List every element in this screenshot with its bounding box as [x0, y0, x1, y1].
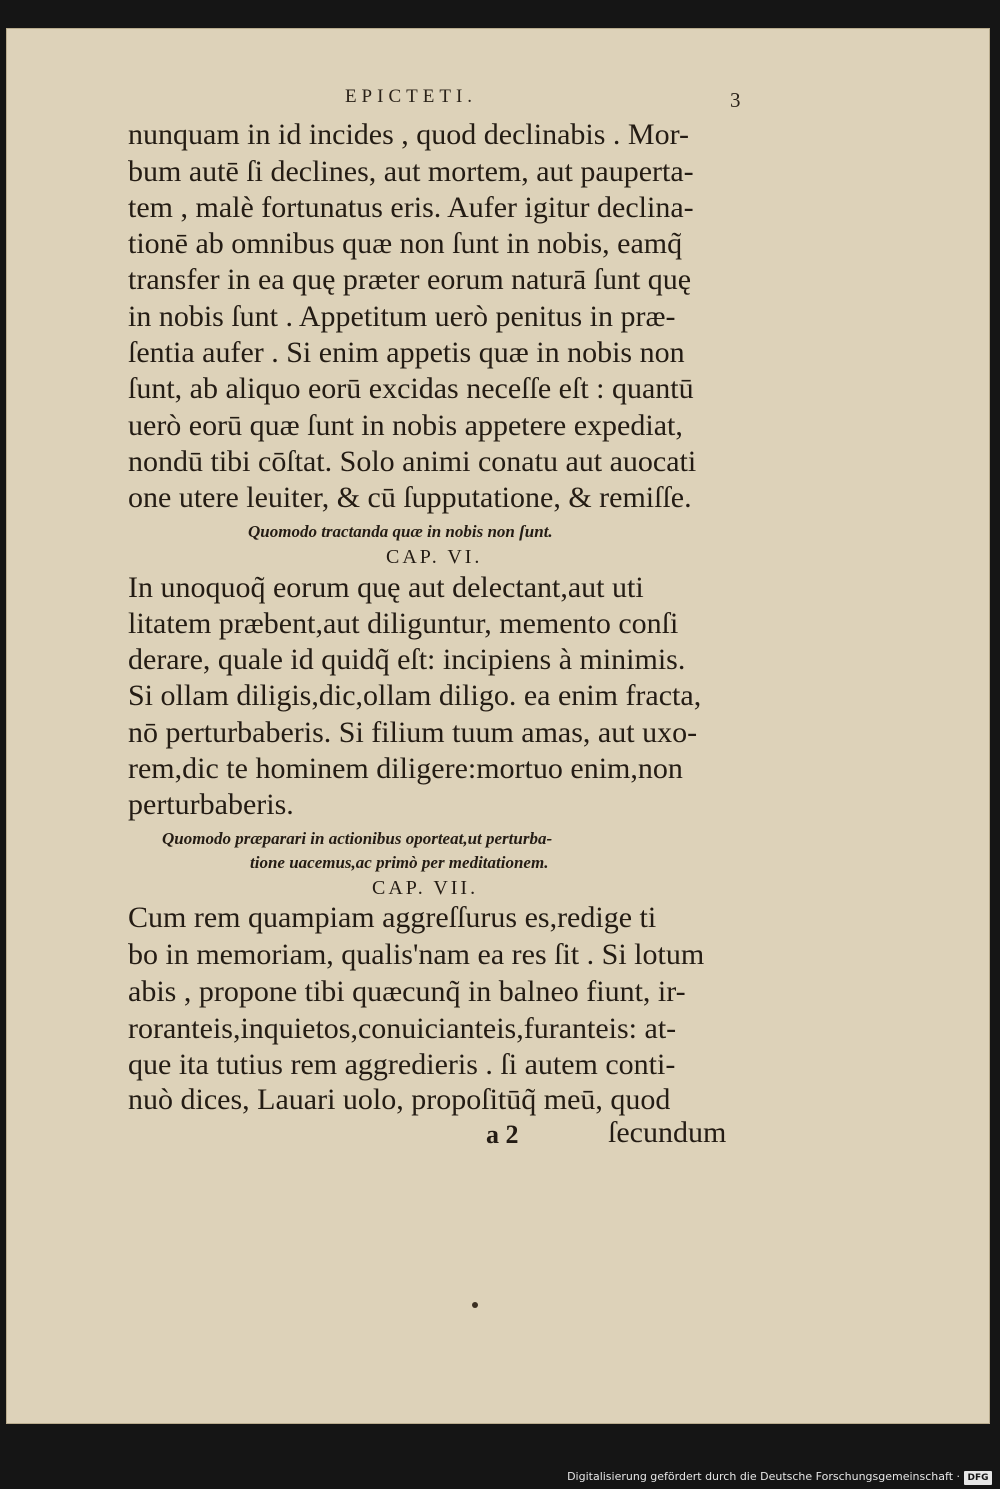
text-line: que ita tutius rem aggredieris . ſi autem conti- — [128, 1048, 676, 1081]
text-line: ſentia aufer . Si enim appetis quæ in nobis non — [128, 336, 685, 369]
dfg-logo: DFG — [964, 1471, 992, 1485]
text-line: nunquam in id incides , quod declinabis . Mor- — [128, 118, 689, 151]
chapter-heading: Quomodo præparari in actionibus oporteat,ut perturba- — [162, 829, 553, 848]
chapter-heading: tione uacemus,ac primò per meditationem. — [250, 853, 549, 872]
text-line: transfer in ea quę præter eorum naturā ſunt quę — [128, 263, 692, 296]
text-line: Si ollam diligis,dic,ollam diligo. ea enim fracta, — [128, 679, 702, 712]
text-line: rem,dic te hominem diligere:mortuo enim,non — [128, 752, 683, 785]
digitization-credit: Digitalisierung gefördert durch die Deutsche Forschungsgemeinschaft · — [567, 1470, 960, 1483]
text-line: nondū tibi cōſtat. Solo animi conatu aut auocati — [128, 445, 697, 478]
running-head: EPICTETI. — [344, 86, 478, 107]
text-line: Cum rem quampiam aggreſſurus es,redige ti — [128, 901, 657, 934]
text-line: in nobis ſunt . Appetitum uerò penitus in præ- — [128, 300, 676, 333]
chapter-number: CAP. VII. — [372, 877, 479, 899]
text-line: In unoquoq̃ eorum quę aut delectant,aut uti — [128, 571, 644, 604]
chapter-number: CAP. VI. — [386, 546, 483, 568]
text-line: tionē ab omnibus quæ non ſunt in nobis, eamq̃ — [128, 227, 683, 260]
text-line: perturbaberis. — [128, 788, 294, 821]
text-line: derare, quale id quidq̃ eſt: incipiens à minimis. — [128, 643, 686, 676]
catchword: ſecundum — [608, 1116, 727, 1149]
text-line: litatem præbent,aut diliguntur, memento conſi — [128, 607, 679, 640]
text-line: tem , malè fortunatus eris. Aufer igitur declina- — [128, 191, 694, 224]
text-line: abis , propone tibi quæcunq̃ in balneo fiunt, ir- — [128, 975, 686, 1008]
text-line: ſunt, ab aliquo eorū excidas neceſſe eſt : quantū — [128, 372, 694, 405]
chapter-heading: Quomodo tractanda quæ in nobis non ſunt. — [248, 522, 553, 541]
text-line: nō perturbaberis. Si filium tuum amas, aut uxo- — [128, 716, 698, 749]
text-line: bum autē ſi declines, aut mortem, aut pauperta- — [128, 155, 694, 188]
page-number: 3 — [730, 88, 741, 112]
signature-mark: a 2 — [486, 1120, 519, 1149]
text-line: bo in memoriam, qualis'nam ea res ſit . Si lotum — [128, 938, 705, 971]
text-line: nuò dices, Lauari uolo, propoſitūq̃ meū, quod — [128, 1083, 671, 1116]
text-line: roranteis,inquietos,conuicianteis,furanteis: at- — [128, 1012, 677, 1045]
text-line: uerò eorū quæ ſunt in nobis appetere expediat, — [128, 409, 683, 442]
page-speck — [472, 1302, 478, 1308]
text-line: one utere leuiter, & cū ſupputatione, & remiſſe. — [128, 481, 692, 514]
